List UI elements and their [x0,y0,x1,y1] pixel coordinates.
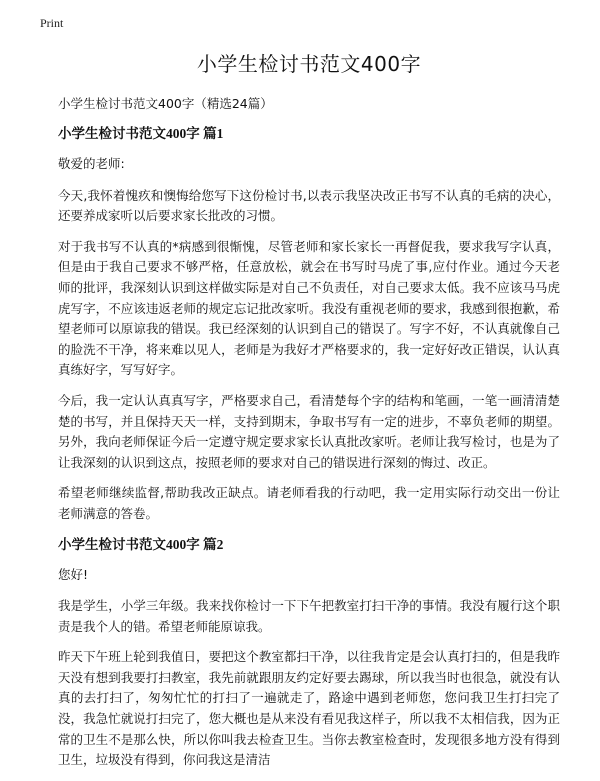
paragraph: 希望老师继续监督,帮助我改正缺点。请老师看我的行动吧，我一定用实际行动交出一份让老师满意的答卷。 [58,485,560,521]
print-link[interactable]: Print [40,16,64,30]
document-page [58,50,560,781]
document-subtitle: 小学生检讨书范文400字（精选24篇） [58,96,273,111]
paragraph: 对于我书写不认真的*病感到很惭愧，尽管老师和家长家长一再督促我，要求我写字认真，但是由于我自己要求不够严格，任意放松，就会在书写时马虎了事,应付作业。通过今天老师的批评，我深刻认识到这样做实际是对自己不负责任，对自己要求太低。我不应该马马虎虎写字，不应该违返老师的规定忘记批改家听。我没有重视老师的要求，我感到很抱歉，希望老师可以原谅我的错误。我已经深刻的认识到自己的错误了。写字不好，不认真就像自己的脸洗不干净，将来难以见人，老师是为我好才严格要求的，我一定好好改正错误，认认真真练好字，写写好字。 [58,238,560,378]
section-heading: 小学生检讨书范文400字 篇1 [58,126,224,141]
document-title: 小学生检讨书范文400字 [196,52,422,76]
section-2 [58,535,560,771]
paragraph: 我是学生，小学三年级。我来找你检讨一下下午把教室打扫干净的事情。我没有履行这个职责是我个人的错。希望老师能原谅我。 [58,598,560,634]
paragraph: 今后，我一定认认真真写字，严格要求自己，看清楚每个字的结构和笔画，一笔一画清清楚楚的书写，并且保持天天一样，支持到期末，争取书写有一定的进步，不辜负老师的期望。另外，我向老师保证今后一定遵守规定要求家长认真批改家听。老师让我写检讨，也是为了让我深刻的认识到这点，按照老师的要求对自己的错误进行深刻的悔过、改正。 [58,392,560,470]
salutation: 您好! [58,566,89,582]
section-heading: 小学生检讨书范文400字 篇2 [58,536,224,552]
section-1 [58,124,560,525]
paragraph: 今天,我怀着愧疚和懊悔给您写下这份检讨书,以表示我坚决改正书写不认真的毛病的决心，还要养成家听以后要求家长批改的习惯。 [58,187,560,224]
paragraph: 昨天下午班上轮到我值日，要把这个教室都扫干净，以往我肯定是会认真打扫的，但是我昨天没有想到我要打扫教室，我先前就跟朋友约定好要去踢球，所以我当时也很急，就没有认真的去打扫了，匆匆忙忙的打扫了一遍就走了，路途中遇到老师您，您问我卫生打扫完了没，我急忙就说打扫完了，您大概也是从来没有看见我这样子，所以我不太相信我，因为正常的卫生不是那么快，所以你叫我去检查卫生。当你去教室检查时，发现很多地方没有得到卫生，垃圾没有得到，你问我这是清洁 [58,649,560,768]
salutation: 敬爱的老师: [58,156,125,171]
